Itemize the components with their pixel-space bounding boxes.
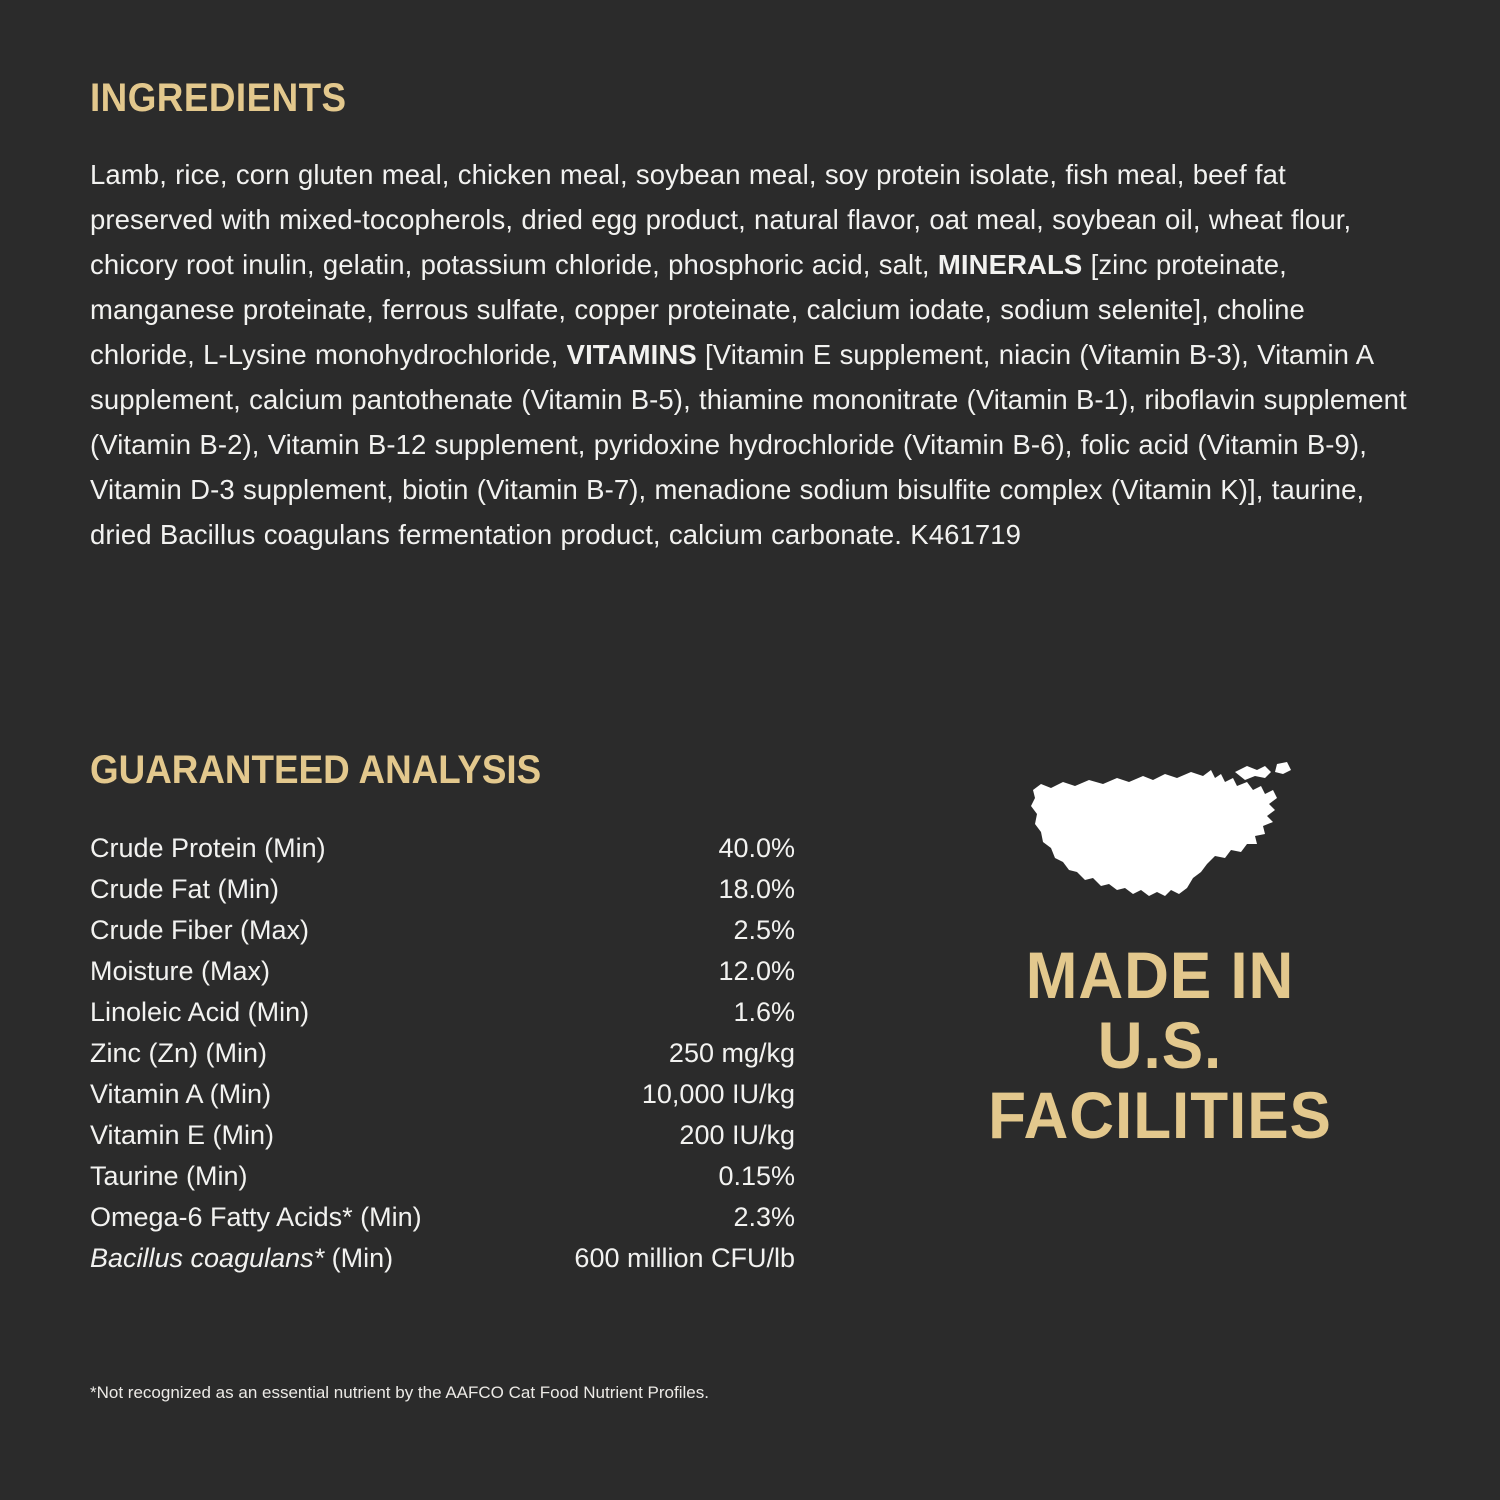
made-in-line-1: MADE IN bbox=[1025, 938, 1295, 1012]
ingredients-part-2: [zinc proteinate, manganese proteinate, ferrous sulfate, copper proteinate, calcium iodate, sodium selenite], choline chloride, L-Lysine monohydrochloride, bbox=[90, 249, 1305, 370]
guaranteed-analysis-section bbox=[90, 750, 810, 1279]
table-row bbox=[90, 1033, 795, 1074]
nutrient-label: Crude Fiber (Max) bbox=[90, 915, 310, 945]
nutrient-label: Moisture (Max) bbox=[90, 956, 271, 986]
table-row bbox=[90, 1074, 795, 1115]
nutrient-label: Vitamin E (Min) bbox=[90, 1120, 275, 1150]
table-row bbox=[90, 1156, 795, 1197]
vitamins-label: VITAMINS bbox=[566, 339, 697, 370]
nutrient-value: 200 IU/kg bbox=[679, 1120, 795, 1150]
table-row bbox=[90, 910, 795, 951]
nutrient-value: 1.6% bbox=[733, 997, 795, 1027]
nutrient-label: Crude Protein (Min) bbox=[90, 833, 326, 863]
nutrient-value: 40.0% bbox=[718, 833, 795, 863]
nutrient-label: Linoleic Acid (Min) bbox=[90, 997, 310, 1027]
made-in-line-3: FACILITIES bbox=[988, 1078, 1332, 1152]
nutrient-label-suffix: (Min) bbox=[324, 1243, 394, 1273]
ingredients-part-3: [Vitamin E supplement, niacin (Vitamin B-3), Vitamin A supplement, calcium pantothenate (Vitamin B-5), thiamine mononitrate (Vitamin B-1), riboflavin supplement (Vitamin B-2), Vitamin B-12 supplement, pyridoxine hydrochloride (Vitamin B-6), folic acid (Vitamin B-9), Vitamin D-3 supplement, biotin (Vitamin B-7), menadione sodium bisulfite complex (Vitamin K)], taurine, dried Bacillus coagulans fermentation product, calcium carbonate. K461719 bbox=[90, 339, 1407, 550]
nutrient-label: Crude Fat (Min) bbox=[90, 874, 280, 904]
minerals-label: MINERALS bbox=[937, 249, 1083, 280]
ingredients-part-1: Lamb, rice, corn gluten meal, chicken meal, soybean meal, soy protein isolate, fish meal, beef fat preserved with mixed-tocopherols, dried egg product, natural flavor, oat meal, soybean oil, wheat flour, chicory root inulin, gelatin, potassium chloride, phosphoric acid, salt, bbox=[90, 159, 1352, 280]
nutrient-value: 10,000 IU/kg bbox=[641, 1079, 795, 1109]
ingredients-section bbox=[90, 78, 1410, 585]
ingredients-text bbox=[90, 152, 1410, 557]
table-row bbox=[90, 1115, 795, 1156]
nutrient-label: Vitamin A (Min) bbox=[90, 1079, 272, 1109]
nutrient-value: 18.0% bbox=[718, 874, 795, 904]
guaranteed-analysis-body bbox=[90, 828, 795, 1279]
table-row bbox=[90, 951, 795, 992]
made-in-us-text bbox=[944, 940, 1376, 1150]
guaranteed-analysis-table bbox=[90, 828, 795, 1279]
nutrient-value: 2.5% bbox=[733, 915, 795, 945]
table-row bbox=[90, 992, 795, 1033]
footnote-text: *Not recognized as an essential nutrient by the AAFCO Cat Food Nutrient Profiles. bbox=[90, 1383, 709, 1402]
nutrient-label bbox=[90, 1238, 513, 1279]
ingredients-heading: INGREDIENTS bbox=[90, 76, 347, 120]
nutrient-value: 0.15% bbox=[718, 1161, 795, 1191]
made-in-us-badge bbox=[930, 760, 1390, 1150]
table-row bbox=[90, 1238, 795, 1279]
table-row bbox=[90, 828, 795, 869]
nutrient-value: 12.0% bbox=[718, 956, 795, 986]
nutrient-value: 600 million CFU/lb bbox=[574, 1243, 795, 1273]
made-in-line-2: U.S. bbox=[1097, 1008, 1223, 1082]
guaranteed-analysis-heading: GUARANTEED ANALYSIS bbox=[90, 748, 542, 792]
table-row bbox=[90, 869, 795, 910]
nutrient-value: 2.3% bbox=[733, 1202, 795, 1232]
nutrient-label: Omega-6 Fatty Acids* (Min) bbox=[90, 1202, 422, 1232]
nutrient-label-italic: Bacillus coagulans* bbox=[90, 1243, 325, 1273]
nutrient-label: Taurine (Min) bbox=[90, 1161, 248, 1191]
usa-map-icon bbox=[1025, 760, 1295, 930]
nutrient-value: 250 mg/kg bbox=[668, 1038, 795, 1068]
table-row bbox=[90, 1197, 795, 1238]
nutrient-label: Zinc (Zn) (Min) bbox=[90, 1038, 267, 1068]
